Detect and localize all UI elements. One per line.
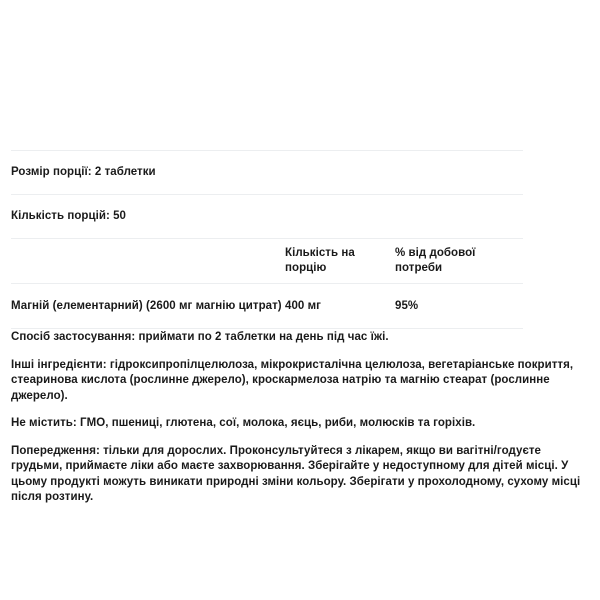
- cell-amount-per-serving: 400 мг: [285, 299, 321, 312]
- warning-text: Попередження: тільки для дорослих. Проконсультуйтеся з лікарем, якщо ви вагітні/годуєте грудьми, приймаєте ліки або маєте захворювання. Зберігайте у недоступному для дітей місці. У цьому продукті можуть виникати природні зміни кольору. Зберігати у прохолодному, сухому місці після розтину.: [11, 444, 581, 503]
- table-row: [11, 284, 523, 328]
- cell-daily-value: 95%: [395, 299, 419, 312]
- divider-bottom: [11, 328, 523, 329]
- cell-nutrient-name: Магній (елементарний) (2600 мг магнію цитрат): [11, 299, 282, 312]
- supplement-facts-table: [11, 150, 523, 329]
- column-header-amount-per-serving: Кількість на порцію: [285, 247, 355, 274]
- servings-per-container-row: [11, 195, 523, 238]
- servings-per-container-label: Кількість порцій: 50: [11, 210, 126, 222]
- serving-size-row: [11, 151, 523, 194]
- other-ingredients-text: Інші інгредієнти: гідроксипропілцелюлоза, мікрокристалічна целюлоза, вегетаріанське покриття, стеаринова кислота (рослинне джерело), кроскармелоза натрію та магнію стеарат (рослинне джерело).: [11, 358, 574, 402]
- product-notes: [11, 330, 589, 506]
- free-from-text: Не містить: ГМО, пшениці, глютена, сої, молока, яєць, риби, молюсків та горіхів.: [11, 417, 476, 429]
- column-header-daily-value: % від добової потреби: [395, 247, 476, 274]
- table-header-row: [11, 239, 523, 283]
- serving-size-label: Розмір порції: 2 таблетки: [11, 166, 156, 178]
- directions-text: Спосіб застосування: приймати по 2 таблетки на день під час їжі.: [11, 331, 389, 343]
